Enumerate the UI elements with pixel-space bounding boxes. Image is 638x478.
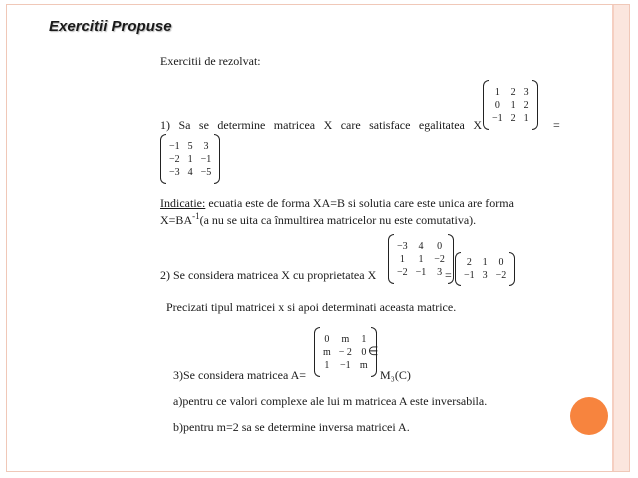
matrix-grid (461, 252, 509, 286)
ex1-text: 1) Sa se determine matricea X care satisface egalitatea X (160, 118, 482, 132)
ex1-matrix-a (483, 80, 538, 130)
matrix-cell: −3 (169, 166, 180, 178)
matrix-cell: −1 (492, 112, 503, 124)
matrix-cell: 4 (187, 166, 193, 178)
matrix-cell: −2 (169, 153, 180, 165)
hint-line2-pre: X=BA (160, 213, 193, 227)
matrix-right-bracket (509, 252, 515, 286)
matrix-cell: −2 (495, 270, 507, 281)
matrix-cell: m (341, 333, 350, 345)
matrix-cell: 1 (361, 333, 367, 345)
matrix-cell: −2 (434, 253, 445, 265)
matrix-grid (166, 134, 214, 184)
matrix-cell: 1 (418, 253, 424, 265)
matrix-cell: −5 (200, 166, 212, 178)
ex1-equals: = (553, 118, 560, 132)
matrix-cell: 2 (510, 86, 516, 98)
matrix-cell: 3 (482, 270, 488, 281)
matrix-cell: 0 (498, 257, 504, 268)
matrix-cell: 0 (437, 240, 443, 252)
ex2-text: 2) Se considera matricea X cu proprietatea X (160, 268, 377, 282)
matrix-grid (489, 80, 532, 130)
ex3-part-a: a)pentru ce valori complexe ale lui m matricea A este inversabila. (173, 394, 488, 408)
hint-line-1 (160, 196, 514, 211)
matrix-cell: −1 (169, 140, 180, 152)
slide-title: Exercitii Propuse (49, 18, 172, 35)
matrix-right-bracket (214, 134, 220, 184)
ex3-text: 3)Se considera matricea A= (173, 368, 307, 382)
matrix-cell: 1 (494, 86, 500, 98)
ex2-equals: = (445, 268, 452, 282)
ex3-belongs-symbol: ∈ (368, 344, 379, 358)
matrix-cell: −2 (397, 266, 408, 278)
matrix-cell: − 2 (338, 346, 352, 358)
matrix-grid (320, 327, 371, 377)
hint-line2-rest: (a nu se uita ca înmultirea matricelor nu este comutativa). (199, 213, 477, 227)
matrix-cell: 1 (187, 153, 193, 165)
matrix-cell: 1 (510, 99, 516, 111)
side-accent-bar (614, 5, 629, 471)
matrix-cell: 2 (510, 112, 516, 124)
matrix-cell: 0 (361, 346, 367, 358)
hint-line-2 (160, 211, 476, 228)
matrix-cell: 3 (437, 266, 443, 278)
ex3-part-b: b)pentru m=2 sa se determine inversa matricei A. (173, 420, 410, 434)
orange-circle-decoration (570, 397, 608, 435)
hint-line1-rest: ecuatia este de forma XA=B si solutia care este unica are forma (205, 196, 514, 210)
ex2-question: Precizati tipul matricei x si apoi determinati aceasta matrice. (166, 300, 457, 314)
matrix-cell: 3 (523, 86, 529, 98)
exercises-heading: Exercitii de rezolvat: (160, 54, 261, 68)
matrix-cell: 2 (466, 257, 472, 268)
hint-line2-sup: -1 (192, 211, 200, 221)
ex3-set: M₃(C) (380, 368, 411, 382)
matrix-cell: 1 (523, 112, 529, 124)
matrix-cell: −1 (340, 359, 351, 371)
matrix-cell: m (323, 346, 331, 358)
matrix-grid (394, 234, 448, 284)
matrix-cell: 2 (523, 99, 529, 111)
matrix-cell: −1 (200, 153, 212, 165)
matrix-cell: 0 (324, 333, 330, 345)
matrix-cell: −1 (415, 266, 427, 278)
matrix-cell: 4 (418, 240, 424, 252)
matrix-cell: 1 (399, 253, 405, 265)
matrix-cell: −1 (464, 270, 475, 281)
ex2-matrix-b (455, 252, 515, 286)
matrix-cell: 3 (203, 140, 209, 152)
ex1-matrix-b (160, 134, 220, 184)
hint-label: Indicatie: (160, 196, 206, 210)
matrix-cell: 1 (324, 359, 330, 371)
matrix-cell: −3 (397, 240, 408, 252)
matrix-cell: m (359, 359, 368, 371)
matrix-cell: 5 (187, 140, 193, 152)
matrix-cell: 1 (482, 257, 488, 268)
matrix-right-bracket (532, 80, 538, 130)
matrix-cell: 0 (494, 99, 500, 111)
